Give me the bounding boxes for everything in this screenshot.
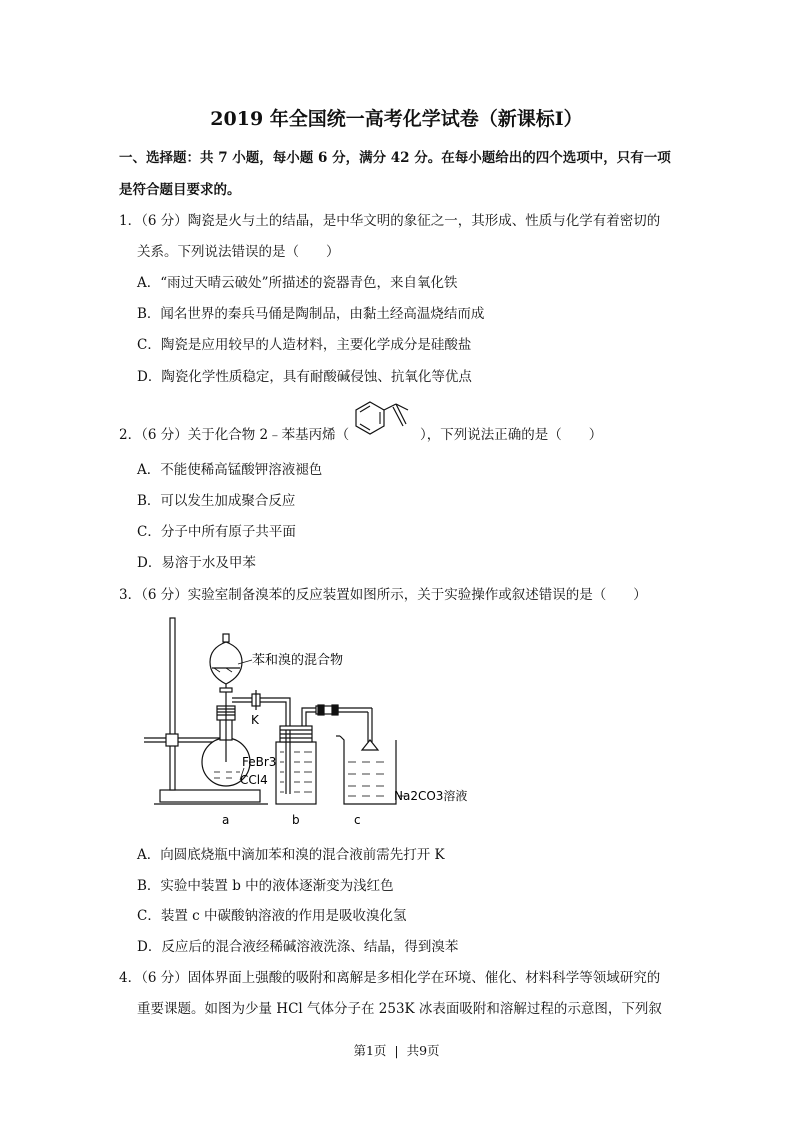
question-2-stem-before: 2．（6 分）关于化合物 2﹣苯基丙烯（: [119, 427, 350, 443]
question-3-option-d: D．反应后的混合液经稀碱溶液洗涤、结晶，得到溴苯: [137, 939, 459, 955]
question-1-stem-line2: 关系。下列说法错误的是（ ）: [137, 244, 340, 260]
page-footer: [0, 1041, 793, 1059]
question-2-option-c: C．分子中所有原子共平面: [137, 524, 296, 540]
section-heading-line1: 一、选择题：共 7 小题，每小题 6 分，满分 42 分。在每小题给出的四个选项中，只有一项: [119, 150, 671, 166]
question-2-option-d: D．易溶于水及甲苯: [137, 555, 256, 571]
question-4-stem-line1: 4．（6 分）固体界面上强酸的吸附和离解是多相化学在环境、催化、材料科学等领域研究的: [119, 970, 661, 986]
question-1-option-c: C．陶瓷是应用较早的人造材料，主要化学成分是硅酸盐: [137, 337, 472, 353]
beaker-label: Na2CO3溶液: [394, 789, 468, 803]
catalyst-label: FeBr3: [242, 755, 277, 769]
question-1-option-d: D．陶瓷化学性质稳定，具有耐酸碱侵蚀、抗氧化等优点: [137, 369, 472, 385]
apparatus-label-b: b: [292, 813, 300, 827]
question-1-option-a: A．“雨过天晴云破处”所描述的瓷器青色，来自氧化铁: [137, 275, 458, 291]
question-2-option-a: A．不能使稀高锰酸钾溶液褪色: [137, 462, 323, 478]
funnel-label: 苯和溴的混合物: [252, 653, 344, 668]
valve-k-label: K: [251, 713, 259, 727]
apparatus-label-c: c: [354, 813, 361, 827]
question-4-stem-line2: 重要课题。如图为少量 HCl 气体分子在 253K 冰表面吸附和溶解过程的示意图，下列叙: [137, 1001, 662, 1017]
page-total: 共9页: [406, 1043, 440, 1058]
footer-separator: |: [394, 1043, 399, 1058]
question-3-stem: 3．（6 分）实验室制备溴苯的反应装置如图所示，关于实验操作或叙述错误的是（ ）: [119, 587, 647, 603]
solvent-label: CCl4: [240, 773, 268, 787]
apparatus-label-a: a: [222, 813, 230, 827]
section-heading-line2: 是符合题目要求的。: [119, 182, 241, 198]
alpha-methylstyrene-structure: [350, 398, 420, 442]
question-3-option-b: B．实验中装置 b 中的液体逐渐变为浅红色: [137, 878, 394, 894]
question-2-option-b: B．可以发生加成聚合反应: [137, 493, 296, 509]
question-3-option-a: A．向圆底烧瓶中滴加苯和溴的混合液前需先打开 K: [137, 847, 445, 863]
bromobenzene-apparatus-figure: [140, 612, 480, 832]
page-number: 第1页: [353, 1043, 387, 1058]
question-1-stem-line1: 1．（6 分）陶瓷是火与土的结晶，是中华文明的象征之一，其形成、性质与化学有着密切的: [119, 213, 661, 229]
page-title: 2019 年全国统一高考化学试卷（新课标Ⅰ）: [210, 108, 583, 130]
question-1-option-b: B．闻名世界的秦兵马俑是陶制品，由黏土经高温烧结而成: [137, 306, 485, 322]
question-2-stem-after: ），下列说法正确的是（ ）: [420, 427, 603, 443]
question-3-option-c: C．装置 c 中碳酸钠溶液的作用是吸收溴化氢: [137, 908, 407, 924]
